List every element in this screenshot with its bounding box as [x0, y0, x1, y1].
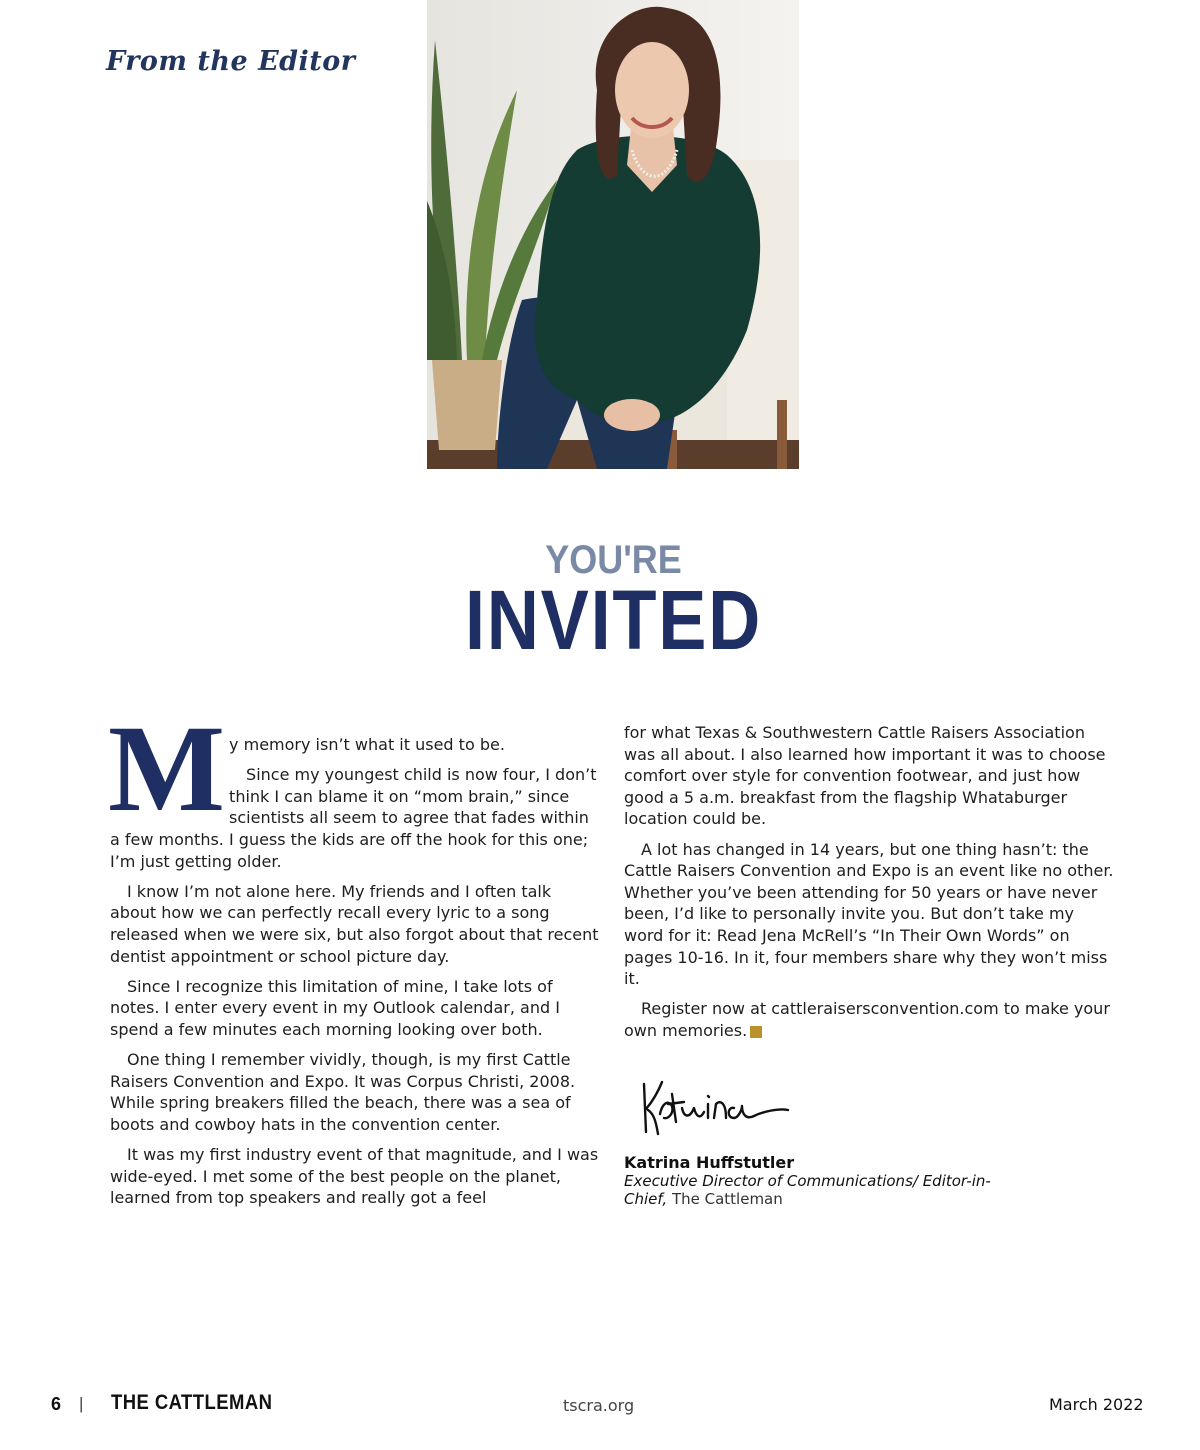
- author-publication: The Cattleman: [671, 1190, 783, 1208]
- footer-separator: |: [79, 1394, 84, 1413]
- article-paragraph: One thing I remember vividly, though, is my first Cattle Raisers Convention and Expo. It was Corpus Christi, 2008. While spring breakers filled the beach, there was a sea of boots and cowboy hats in the convention center.: [110, 1050, 576, 1134]
- article-paragraph: [624, 998, 1118, 1041]
- article-paragraph: A lot has changed in 14 years, but one thing hasn’t: the Cattle Raisers Convention and Expo is an event like no other. Whether you’ve been attending for 50 years or have never been, I’d like to personally invite you. But don’t take my word for it: Read Jena McRell’s “In Their Own Words” on pages 10-16. In it, four members share why they won’t miss it.: [624, 839, 1114, 989]
- footer-date: March 2022: [1049, 1395, 1144, 1414]
- footer-url: tscra.org: [563, 1396, 635, 1415]
- article-column-left: [108, 700, 602, 1217]
- section-label: From the Editor: [106, 46, 356, 77]
- author-role: Executive Director of Communications/ Editor-in-Chief,: [624, 1172, 991, 1208]
- article-paragraph: y memory isn’t what it used to be.: [229, 735, 505, 754]
- drop-cap: M: [108, 700, 226, 837]
- handwritten-signature: [638, 1074, 798, 1148]
- footer-publication: THE CATTLEMAN: [111, 1391, 273, 1414]
- headline-small: YOU'RE: [545, 538, 682, 582]
- article-paragraph: It was my first industry event of that magnitude, and I was wide-eyed. I met some of the best people on the planet, learned from top speakers and really got a feel: [110, 1145, 599, 1208]
- end-mark-icon: ¢: [750, 1026, 762, 1038]
- article-paragraph: Since my youngest child is now four, I don’t think I can blame it on “mom brain,” since scientists all seem to agree that fades within a few months. I guess the kids are off the hook for this one; I’m just getting older.: [110, 765, 597, 871]
- article-paragraph: Since I recognize this limitation of mine, I take lots of notes. I enter every event in my Outlook calendar, and I spend a few minutes each morning looking over both.: [110, 976, 560, 1039]
- author-title: [624, 1172, 1024, 1208]
- page-number: 6: [51, 1394, 62, 1414]
- editor-photo: [427, 0, 799, 469]
- article-paragraph: for what Texas & Southwestern Cattle Raisers Association was all about. I also learned how important it was to choose comfort over style for convention footwear, and just how good a 5 a.m. breakfast from the flagship Whataburger location could be.: [624, 723, 1106, 829]
- author-name: Katrina Huffstutler: [624, 1153, 795, 1172]
- headline-big: INVITED: [464, 573, 763, 667]
- article-paragraph: I know I’m not alone here. My friends and I often talk about how we can perfectly recall every lyric to a song released when we were six, but also forgot about that recent dentist appointment or school picture day.: [110, 881, 599, 966]
- closing-text: Register now at cattleraisersconvention.com to make your own memories.: [624, 999, 1110, 1040]
- article-column-right: [624, 722, 1118, 1050]
